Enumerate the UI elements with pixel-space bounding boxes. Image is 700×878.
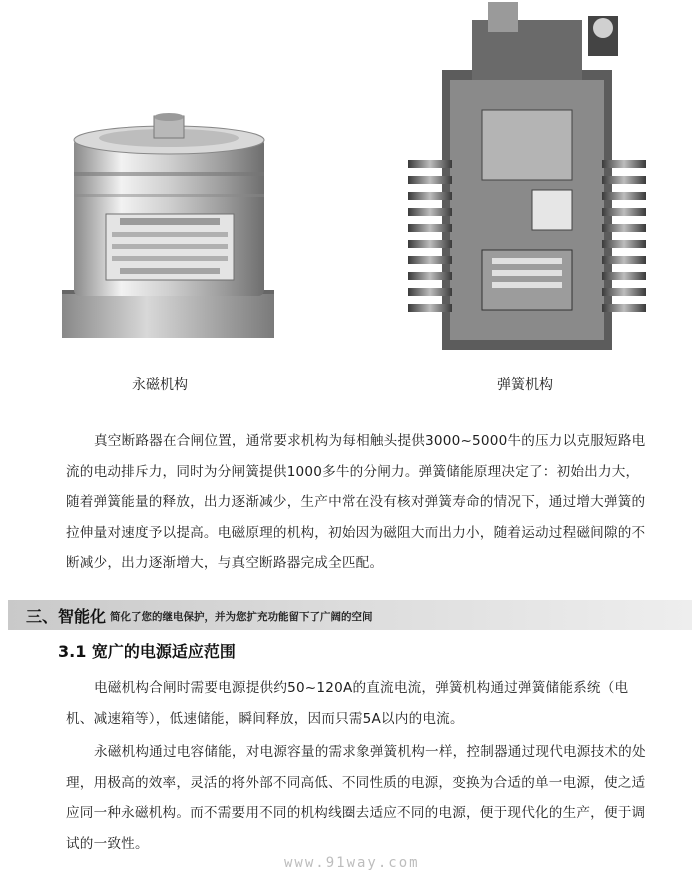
section-title: 三、智能化 [26,606,107,626]
spring-actuator-photo [402,0,652,360]
left-image-caption: 永磁机构 [132,377,188,393]
paragraph-vacuum-breaker [66,426,646,579]
paragraph-capacitor-storage [66,737,646,859]
section-subtitle: 简化了您的继电保护，并为您扩充功能留下了广阔的空间 [110,611,373,623]
permanent-magnet-actuator-photo [60,110,280,340]
paragraph-text: 永磁机构通过电容储能，对电源容量的需求象弹簧机构一样，控制器通过现代电源技术的处理，用极高的效率，灵活的将外部不同高低、不同性质的电源，变换为合适的单一电源，使之适应同一种永磁机构。而不需要用不同的机构线圈去适应不同的电源，便于现代化的生产，便于调试的一致性。 [66,744,646,852]
paragraph-text: 真空断路器在合闸位置，通常要求机构为每相触头提供3000~5000牛的压力以克服短路电流的电动排斥力，同时为分闸簧提供1000多牛的分闸力。弹簧储能原理决定了：初始出力大，随着弹簧能量的释放，出力逐渐减少，生产中常在没有核对弹簧寿命的情况下，通过增大弹簧的拉伸量对速度予以提高。电磁原理的机构，初始因为磁阻大而出力小，随着运动过程磁间隙的不断减少，出力逐渐增大，与真空断路器完成全匹配。 [66,433,646,571]
right-image-caption: 弹簧机构 [497,377,553,393]
watermark-text: www.91way.com [284,855,420,871]
section-header-bar [8,600,692,630]
paragraph-power-current [66,673,646,734]
paragraph-text: 电磁机构合闸时需要电源提供约50~120A的直流电流，弹簧机构通过弹簧储能系统（电机、减速箱等），低速储能，瞬间释放，因而只需5A以内的电流。 [66,680,629,727]
subsection-heading: 3.1 宽广的电源适应范围 [58,642,236,661]
